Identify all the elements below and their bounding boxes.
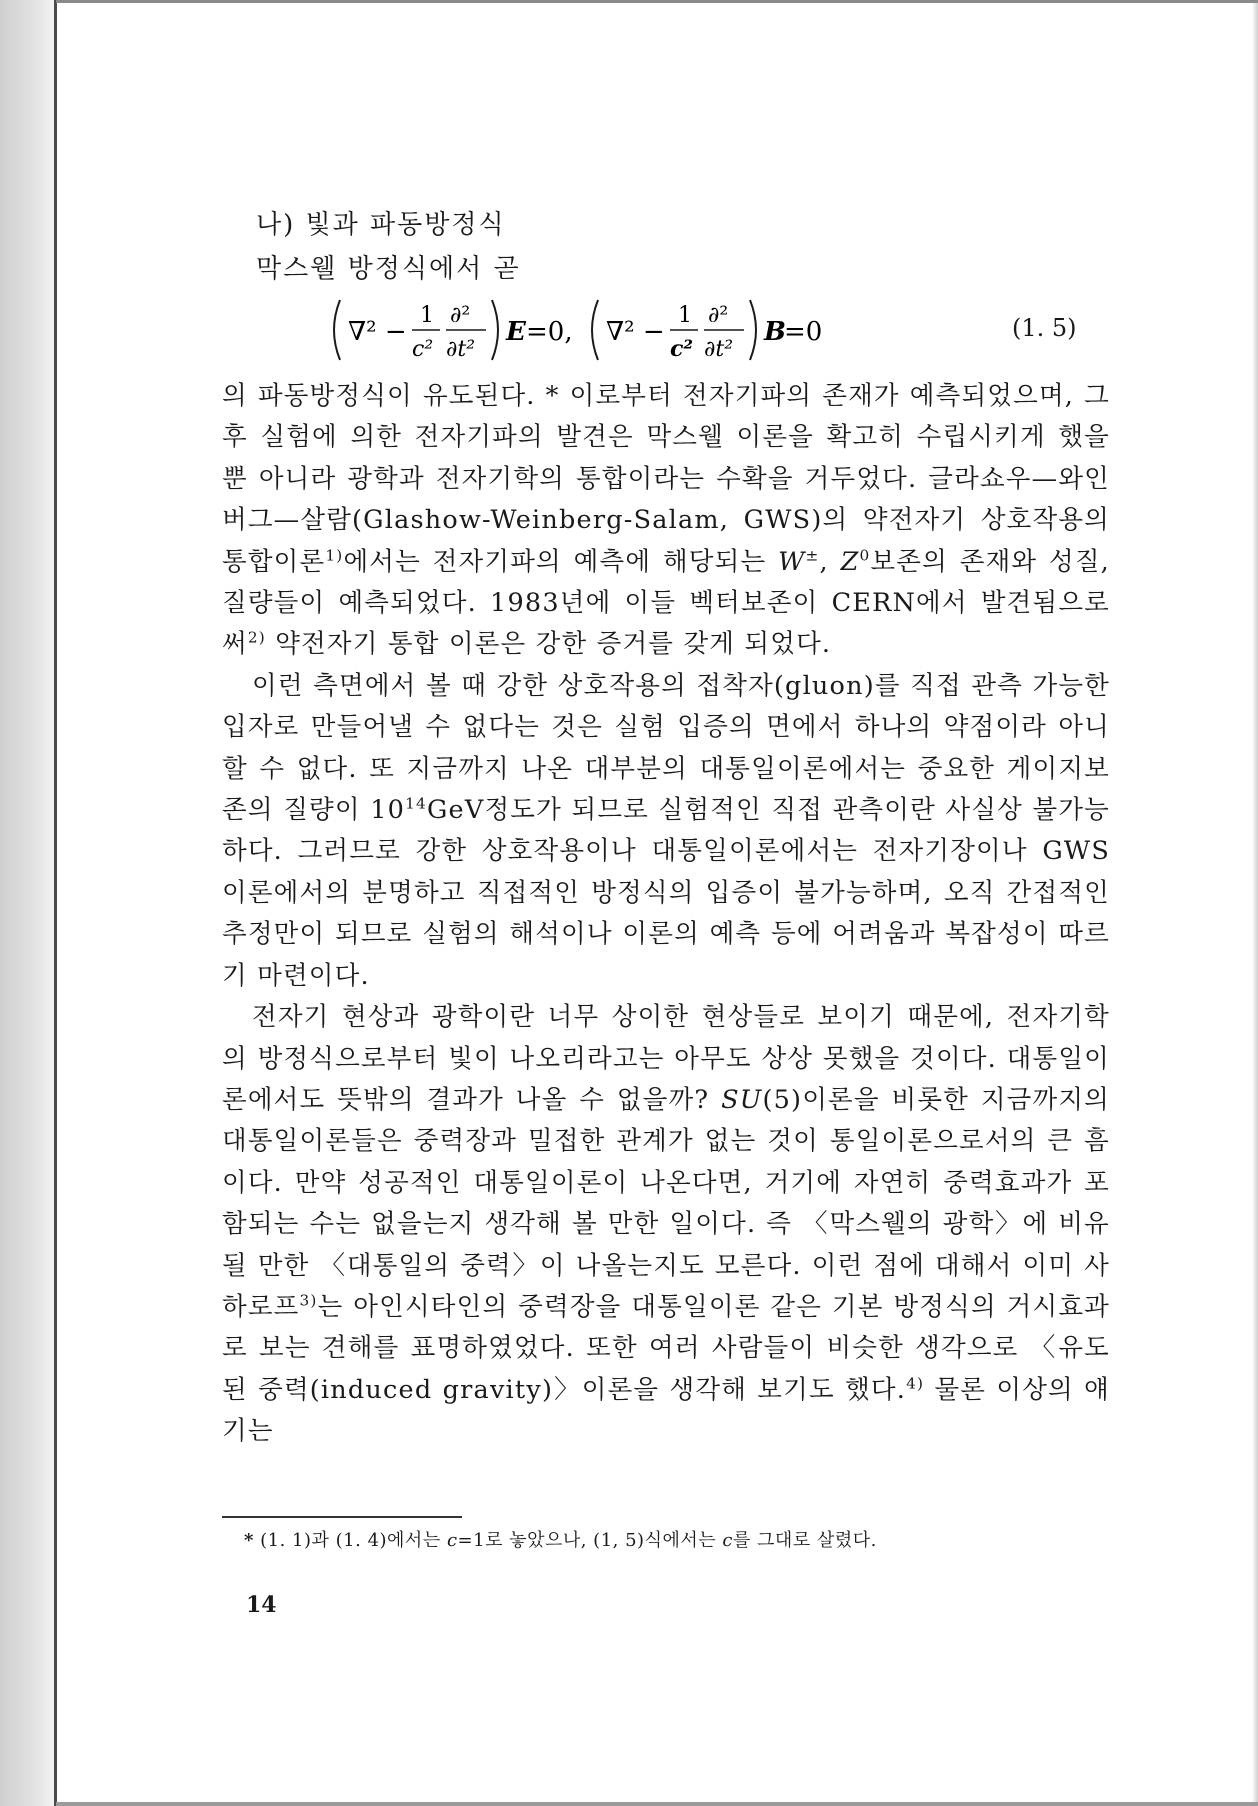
eq-frac2-num: ∂² [450,303,471,328]
page-left-edge [0,0,56,1806]
page-number: 14 [246,1592,277,1618]
eq-left-paren-1 [334,300,340,360]
eq-frac2-den: ∂t² [446,337,476,362]
page-right-edge [1252,0,1258,1806]
eq-equals-2: =0 [784,317,823,347]
section-intro: 막스웰 방정식에서 곧 [256,254,521,284]
eq-frac3-num: 1 [678,303,692,328]
paragraph-1: 의 파동방정식이 유도된다. * 이로부터 전자기파의 존재가 예측되었으며, 그 후 실험에 의한 전자기파의 발견은 막스웰 이론을 확고히 수립시키게 했을 뿐 아니라 광학과 전자기학의 통합이라는 수확을 거두었다. 글라쇼우—와인버그—살람(Glashow-Weinberg-Salam, GWS)의 약전자기 상호작용의 통합이론$^{1)}$에서는 전자기파의 예측에 해당되는 W±, $Z^0$보존의 존재와 성질, 질량들이 예측되었다. 1983년에 이들 벡터보존이 CERN에서 발견됨으로써$^{2)}$ 약전자기 통합 이론은 강한 증거를 갖게 되었다. [222,381,1110,660]
eq-field-b: B [764,317,786,347]
eq-field-e: E [506,317,526,347]
eq-nabla-2: ∇² − [606,317,665,347]
footnote-rule [222,1516,462,1518]
eq-frac3-den: c² [670,336,694,362]
page-bottom-border [56,1802,1258,1806]
equation-number: (1. 5) [1012,314,1077,342]
page-top-border [56,0,1258,3]
eq-frac4-num: ∂² [708,303,729,328]
eq-frac1-num: 1 [420,303,434,328]
eq-frac4-den: ∂t² [704,337,734,362]
paragraph-3: 전자기 현상과 광학이란 너무 상이한 현상들로 보이기 때문에, 전자기학의 방정식으로부터 빛이 나오리라고는 아무도 상상 못했을 것이다. 대통일이론에서도 뜻밖의 결과가 나올 수 없을까? SU(5)이론을 비롯한 지금까지의 대통일이론들은 중력장과 밀접한 관계가 없는 것이 통일이론으로서의 큰 흠이다. 만약 성공적인 대통일이론이 나온다면, 거기에 자연히 중력효과가 포함되는 수는 없을는지 생각해 볼 만한 일이다. 즉 〈막스웰의 광학〉에 비유될 만한 〈대통일의 중력〉이 나올는지도 모른다. 이런 점에 대해서 이미 사하로프$^{3)}$는 아인시타인의 중력장을 대통일이론 같은 기본 방정식의 거시효과로 보는 견해를 표명하였었다. 또한 여러 사람들이 비슷한 생각으로 〈유도된 중력(induced gravity)〉이론을 생각해 보기도 했다.$^{4)}$ 물론 이상의 얘기는 [222,1002,1111,1447]
page-left-border [54,0,57,1806]
eq-nabla-1: ∇² − [348,317,407,347]
paragraph-2: 이런 측면에서 볼 때 강한 상호작용의 접착자(gluon)를 직접 관측 가능한 입자로 만들어낼 수 없다는 것은 실험 입증의 면에서 하나의 약점이라 아니할 수 없다. 또 지금까지 나온 대부분의 대통일이론에서는 중요한 게이지보존의 질량이 $10^{14}GeV$정도가 되므로 실험적인 직접 관측이란 사실상 불가능하다. 그러므로 강한 상호작용이나 대통일이론에서는 전자기장이나 GWS 이론에서의 분명하고 직접적인 방정식의 입증이 불가능하며, 오직 간접적인 추정만이 되므로 실험의 해석이나 이론의 예측 등에 어려움과 복잡성이 따르기 마련이다. [222,670,1111,991]
eq-right-paren-2 [750,300,756,360]
body-text [222,376,1110,1453]
eq-frac1-den: c² [412,337,434,362]
eq-left-paren-2 [592,300,598,360]
section-heading: 나) 빛과 파동방정식 [256,210,506,240]
eq-equals-1: =0, [526,317,573,347]
wave-equation [328,296,1088,364]
footnote: * (1. 1)과 (1. 4)에서는 c=1로 놓았으나, (1, 5)식에서는 c를 그대로 살렸다. [244,1530,877,1551]
eq-right-paren-1 [492,300,498,360]
